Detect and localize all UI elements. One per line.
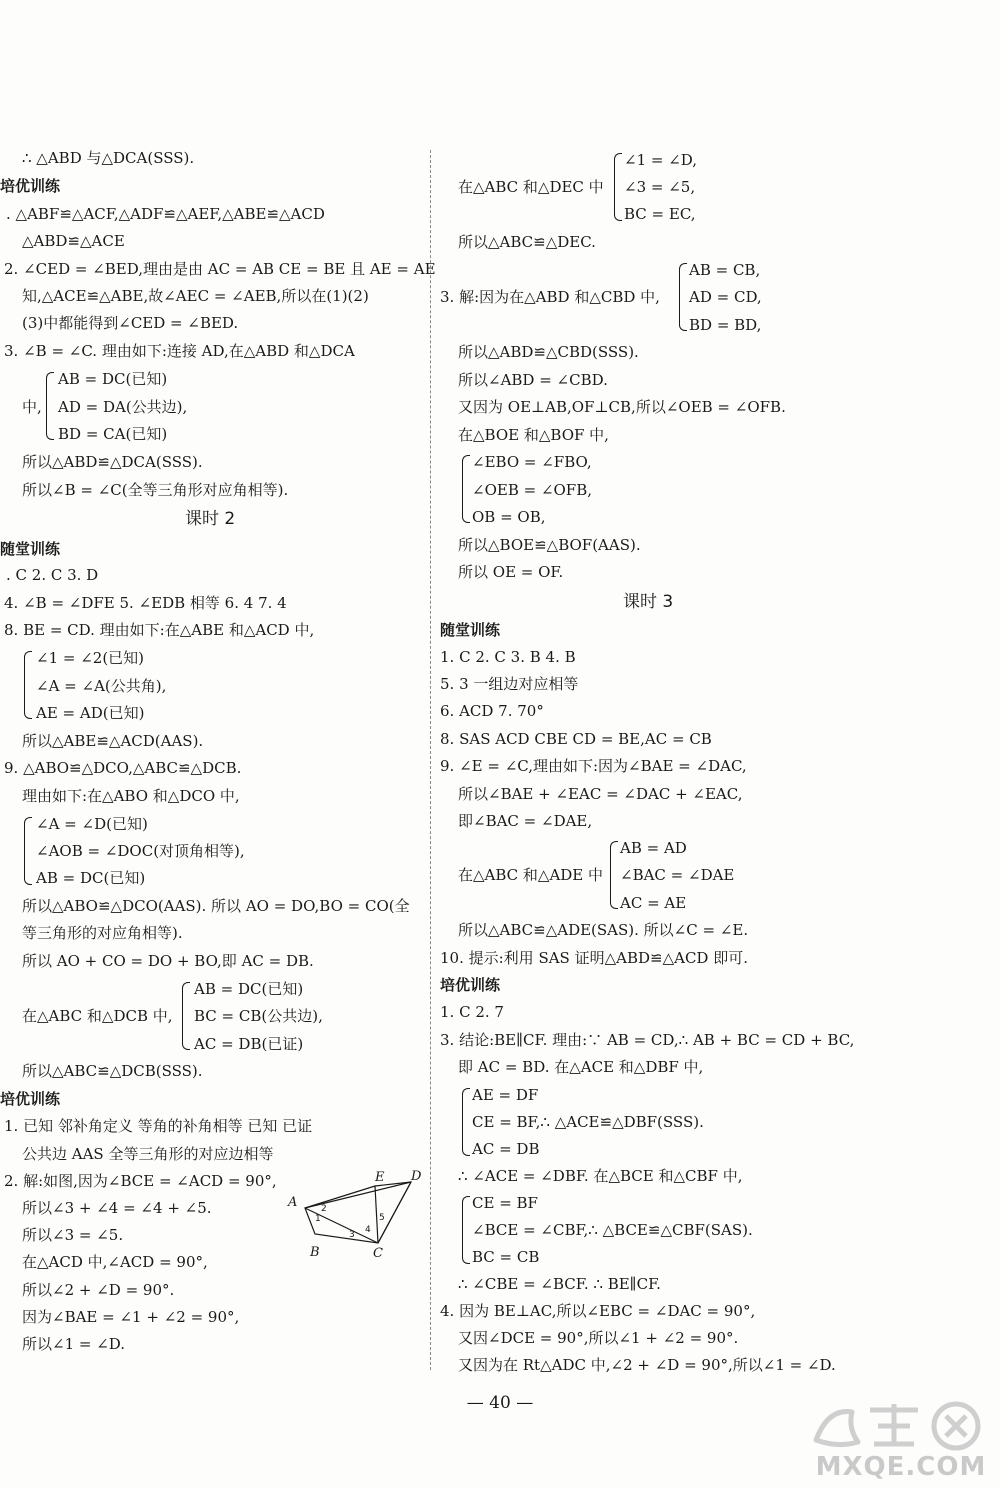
text-line: . C 2. C 3. D	[6, 566, 99, 584]
text-line: AC = DB(已证)	[194, 1035, 304, 1053]
text-line: △ABD≌△ACE	[22, 232, 125, 250]
text-line: 4. ∠B = ∠DFE 5. ∠EDB 相等 6. 4 7. 4	[4, 594, 287, 612]
brace	[462, 1088, 470, 1156]
text-line: 3. 结论:BE∥CF. 理由:∵ AB = CD,∴ AB + BC = CD + BC,	[440, 1031, 855, 1049]
brace	[462, 1196, 470, 1264]
figure-label: A	[288, 1195, 298, 1210]
text-line: ∠1 = ∠2(已知)	[36, 649, 145, 667]
figure-label: D	[411, 1169, 422, 1184]
text-line: 即 AC = BD. 在△ACE 和△DBF 中,	[458, 1058, 704, 1076]
text-line: ∠BAC = ∠DAE	[620, 866, 735, 884]
text-line: 所以△ABC≌△DCB(SSS).	[22, 1062, 203, 1080]
brace	[679, 263, 687, 331]
text-line: CE = BF	[472, 1194, 538, 1212]
angle-label: 1	[315, 1214, 321, 1224]
geometry-figure	[285, 1168, 425, 1263]
angle-label: 2	[321, 1204, 327, 1214]
lesson-title: 课时 3	[623, 592, 674, 612]
text-line: ∠OEB = ∠OFB,	[472, 481, 593, 499]
text-line: AB = DC(已知)	[36, 869, 146, 887]
text-line: 又因为在 Rt△ADC 中,∠2 + ∠D = 90°,所以∠1 = ∠D.	[458, 1356, 836, 1374]
text-line: AB = DC(已知)	[58, 370, 168, 388]
text-line: 所以∠2 + ∠D = 90°.	[22, 1281, 175, 1299]
lesson-title: 课时 2	[185, 509, 236, 529]
figure-label: B	[310, 1245, 320, 1260]
text-line: 所以△ABC≌△DEC.	[458, 233, 596, 251]
section-heading: 随堂训练	[440, 621, 501, 639]
text-line: CE = BF,∴ △ACE≌△DBF(SSS).	[472, 1113, 704, 1131]
text-line: BC = CB	[472, 1248, 540, 1266]
angle-label: 5	[379, 1213, 385, 1223]
text-line: 知,△ACE≌△ABE,故∠AEC = ∠AEB,所以在(1)(2)	[22, 287, 369, 305]
text-line: 所以 AO + CO = DO + BO,即 AC = DB.	[22, 952, 314, 970]
text-line: 所以∠ABD = ∠CBD.	[458, 371, 608, 389]
text-line: ∠A = ∠D(已知)	[36, 815, 148, 833]
text-line: 又因∠DCE = 90°,所以∠1 + ∠2 = 90°.	[458, 1329, 739, 1347]
brace	[24, 651, 32, 719]
text-line: AD = CD,	[689, 288, 762, 306]
text-line: ∠A = ∠A(公共角),	[36, 677, 167, 695]
text-line: 4. 因为 BE⊥AC,所以∠EBC = ∠DAC = 90°,	[440, 1302, 756, 1320]
angle-label: 4	[365, 1225, 371, 1235]
text-line: 中,	[22, 398, 42, 416]
text-line: ∴ △ABD 与△DCA(SSS).	[22, 149, 195, 167]
section-heading: 培优训练	[0, 177, 61, 195]
text-line: 6. ACD 7. 70°	[440, 702, 544, 720]
figure-label: C	[373, 1246, 383, 1261]
text-line: 1. C 2. C 3. B 4. B	[440, 648, 576, 666]
text-line: 2. ∠CED = ∠BED,理由是由 AC = AB CE = BE 且 AE = AE	[4, 260, 436, 278]
section-heading: 随堂训练	[0, 540, 61, 558]
section-heading: 培优训练	[0, 1090, 61, 1108]
text-line: ∠1 = ∠D,	[624, 151, 698, 169]
text-line: 理由如下:在△ABO 和△DCO 中,	[22, 787, 240, 805]
brace	[182, 982, 190, 1050]
text-line: 在△ABC 和△ADE 中	[458, 866, 604, 884]
text-line: 8. BE = CD. 理由如下:在△ABE 和△ACD 中,	[4, 621, 315, 639]
text-line: ∴ ∠CBE = ∠BCF. ∴ BE∥CF.	[458, 1275, 661, 1293]
text-line: (3)中都能得到∠CED = ∠BED.	[22, 314, 239, 332]
text-line: 所以△ABO≌△DCO(AAS). 所以 AO = DO,BO = CO(全	[22, 897, 410, 915]
angle-label: 3	[349, 1230, 355, 1240]
text-line: 2. 解:如图,因为∠BCE = ∠ACD = 90°,	[4, 1172, 277, 1190]
text-line: 所以∠3 = ∠5.	[22, 1226, 124, 1244]
text-line: 5. 3 一组边对应相等	[440, 675, 579, 693]
text-line: 1. 已知 邻补角定义 等角的补角相等 已知 已证	[4, 1117, 313, 1135]
text-line: 在△ABC 和△DCB 中,	[22, 1007, 173, 1025]
text-line: AC = DB	[472, 1140, 540, 1158]
text-line: ∠3 = ∠5,	[624, 178, 696, 196]
text-line: 在△ACD 中,∠ACD = 90°,	[22, 1253, 208, 1271]
text-line: ∴ ∠ACE = ∠DBF. 在△BCE 和△CBF 中,	[458, 1167, 743, 1185]
text-line: 9. ∠E = ∠C,理由如下:因为∠BAE = ∠DAC,	[440, 757, 747, 775]
text-line: 所以△BOE≌△BOF(AAS).	[458, 536, 641, 554]
text-line: 所以∠B = ∠C(全等三角形对应角相等).	[22, 481, 289, 499]
text-line: AB = AD	[620, 839, 687, 857]
text-line: . △ABF≌△ACF,△ADF≌△AEF,△ABE≌△ACD	[6, 205, 325, 223]
text-line: BC = EC,	[624, 205, 696, 223]
text-line: 即∠BAC = ∠DAE,	[458, 812, 593, 830]
text-line: AC = AE	[620, 894, 687, 912]
text-line: 又因为 OE⊥AB,OF⊥CB,所以∠OEB = ∠OFB.	[458, 398, 786, 416]
text-line: AE = AD(已知)	[36, 704, 145, 722]
text-line: 所以△ABD≌△DCA(SSS).	[22, 453, 203, 471]
text-line: 在△BOE 和△BOF 中,	[458, 426, 609, 444]
text-line: 所以∠1 = ∠D.	[22, 1335, 126, 1353]
text-line: BD = BD,	[689, 316, 762, 334]
text-line: 10. 提示:利用 SAS 证明△ABD≌△ACD 即可.	[440, 949, 748, 967]
text-line: 1. C 2. 7	[440, 1003, 504, 1021]
text-line: ∠EBO = ∠FBO,	[472, 453, 592, 471]
text-line: AB = DC(已知)	[194, 980, 304, 998]
text-line: 所以△ABC≌△ADE(SAS). 所以∠C = ∠E.	[458, 921, 749, 939]
brace	[462, 455, 470, 523]
brace	[24, 817, 32, 885]
brace	[610, 841, 618, 909]
text-line: 3. ∠B = ∠C. 理由如下:连接 AD,在△ABD 和△DCA	[4, 342, 355, 360]
text-line: OB = OB,	[472, 508, 546, 526]
text-line: AB = CB,	[689, 261, 761, 279]
text-line: AE = DF	[472, 1086, 539, 1104]
section-heading: 培优训练	[440, 976, 501, 994]
text-line: AD = DA(公共边),	[58, 398, 188, 416]
text-line: BD = CA(已知)	[58, 425, 168, 443]
column-divider	[430, 150, 431, 1370]
watermark-text: MXQE.COM	[815, 1452, 987, 1482]
text-line: 3. 解:因为在△ABD 和△CBD 中,	[440, 288, 660, 306]
text-line: 所以∠3 + ∠4 = ∠4 + ∠5.	[22, 1199, 212, 1217]
text-line: 所以△ABE≌△ACD(AAS).	[22, 732, 204, 750]
text-line: 公共边 AAS 全等三角形的对应边相等	[22, 1145, 274, 1163]
text-line: 9. △ABO≌△DCO,△ABC≌△DCB.	[4, 759, 242, 777]
text-line: ∠AOB = ∠DOC(对顶角相等),	[36, 842, 245, 860]
text-line: 在△ABC 和△DEC 中	[458, 178, 604, 196]
segment-ec	[375, 1186, 378, 1243]
text-line: 所以 OE = OF.	[458, 563, 564, 581]
brace	[46, 372, 54, 440]
text-line: BC = CB(公共边),	[194, 1007, 323, 1025]
text-line: 所以∠BAE + ∠EAC = ∠DAC + ∠EAC,	[458, 785, 743, 803]
text-line: ∠BCE = ∠CBF,∴ △BCE≌△CBF(SAS).	[472, 1221, 753, 1239]
text-line: 所以△ABD≌△CBD(SSS).	[458, 343, 639, 361]
text-line: 因为∠BAE = ∠1 + ∠2 = 90°,	[22, 1308, 240, 1326]
figure-label: E	[375, 1170, 385, 1185]
text-line: 8. SAS ACD CBE CD = BE,AC = CB	[440, 730, 712, 748]
brace	[614, 153, 622, 221]
text-line: 等三角形的对应角相等).	[22, 924, 183, 942]
page-number: — 40 —	[466, 1393, 534, 1413]
